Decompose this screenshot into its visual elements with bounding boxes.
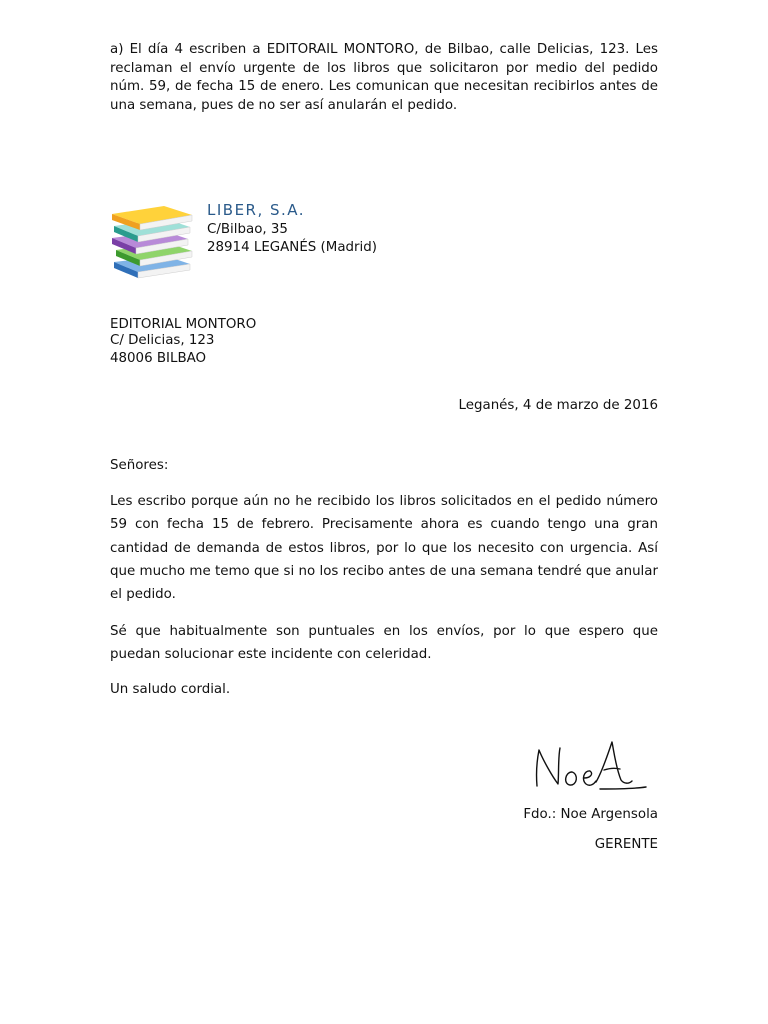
signer-role: GERENTE <box>594 837 658 852</box>
closing: Un saludo cordial. <box>110 682 231 697</box>
letter-date: Leganés, 4 de marzo de 2016 <box>458 398 658 413</box>
stacked-books-icon <box>108 200 196 280</box>
handwritten-signature <box>528 734 653 794</box>
salutation: Señores: <box>110 458 169 473</box>
recipient-city: 48006 BILBAO <box>110 351 207 366</box>
body-paragraph-2: Sé que habitualmente son puntuales en los envíos, por lo que espero que puedan solucionar este incidente con celeridad. <box>110 624 658 663</box>
company-city: 28914 LEGANÉS (Madrid) <box>207 240 377 255</box>
company-address: C/Bilbao, 35 <box>207 222 288 237</box>
body-paragraph-1: Les escribo porque aún no he recibido los libros solicitados en el pedido número 59 con fecha 15 de febrero. Precisamente ahora es cuando tengo una gran cantidad de demanda de estos libros, por lo que los necesito con urgencia. Así que mucho me temo que si no los recibo antes de una semana tendré que anular el pedido. <box>110 494 658 603</box>
signed-by: Fdo.: Noe Argensola <box>523 807 658 822</box>
exercise-statement: a) El día 4 escriben a EDITORAIL MONTORO, de Bilbao, calle Delicias, 123. Les reclaman el envío urgente de los libros que solicitaron por medio del pedido núm. 59, de fecha 15 de enero. Les comunican que necesitan recibirlos antes de una semana, pues de no ser así anularán el pedido. <box>110 42 658 113</box>
company-name: LIBER, S.A. <box>207 201 306 219</box>
recipient-address: C/ Delicias, 123 <box>110 333 215 348</box>
recipient-name: EDITORIAL MONTORO <box>110 317 257 332</box>
